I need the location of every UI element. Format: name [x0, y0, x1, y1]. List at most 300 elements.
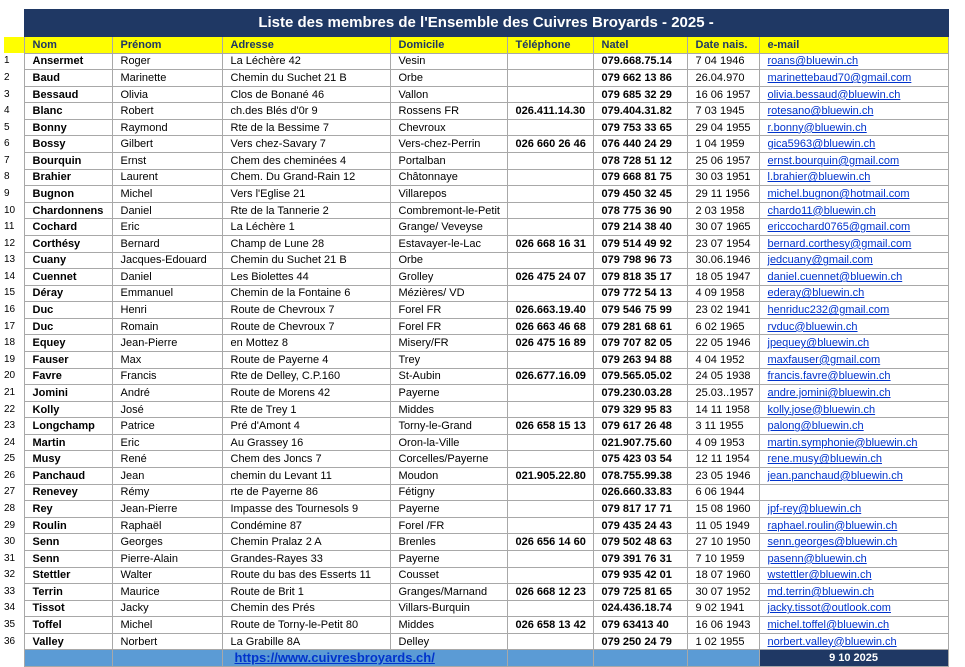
nom-cell: Valley	[24, 633, 112, 650]
email-cell[interactable]: ericcochard0765@gmail.com	[759, 219, 948, 236]
telephone-cell	[507, 153, 593, 170]
natel-cell: 079.404.31.82	[593, 103, 687, 120]
natel-cell: 079 685 32 29	[593, 86, 687, 103]
nom-cell: Bonny	[24, 119, 112, 136]
adresse-cell: Chem des Joncs 7	[222, 451, 390, 468]
adresse-cell: Vers l'Eglise 21	[222, 186, 390, 203]
footer-row	[4, 650, 948, 667]
row-number: 30	[4, 534, 24, 551]
domicile-cell: Moudon	[390, 468, 507, 485]
table-row	[4, 252, 948, 269]
email-cell[interactable]: senn.georges@bluewin.ch	[759, 534, 948, 551]
email-cell[interactable]: gica5963@bluewin.ch	[759, 136, 948, 153]
row-number: 20	[4, 368, 24, 385]
nom-cell: Stettler	[24, 567, 112, 584]
row-number: 13	[4, 252, 24, 269]
sheet-title: Liste des membres de l'Ensemble des Cuivres Broyards - 2025 -	[24, 10, 948, 37]
nom-cell: Roulin	[24, 517, 112, 534]
adresse-cell: Route de Torny-le-Petit 80	[222, 617, 390, 634]
row-number: 21	[4, 385, 24, 402]
adresse-cell: Chem des cheminées 4	[222, 153, 390, 170]
nom-cell: Corthésy	[24, 235, 112, 252]
adresse-cell: Chem. Du Grand-Rain 12	[222, 169, 390, 186]
row-number: 26	[4, 468, 24, 485]
table-row	[4, 302, 948, 319]
adresse-cell: Pré d'Amont 4	[222, 418, 390, 435]
natel-cell: 079 798 96 73	[593, 252, 687, 269]
prenom-cell: Marinette	[112, 70, 222, 87]
prenom-cell: Roger	[112, 53, 222, 70]
row-number: 25	[4, 451, 24, 468]
prenom-cell: Patrice	[112, 418, 222, 435]
table-row	[4, 434, 948, 451]
natel-cell: 079 281 68 61	[593, 318, 687, 335]
prenom-cell: René	[112, 451, 222, 468]
telephone-cell: 026 475 24 07	[507, 269, 593, 286]
domicile-cell: Estavayer-le-Lac	[390, 235, 507, 252]
natel-cell: 021.907.75.60	[593, 434, 687, 451]
telephone-cell: 026 668 16 31	[507, 235, 593, 252]
table-row	[4, 600, 948, 617]
telephone-cell	[507, 119, 593, 136]
header-telephone: Téléphone	[507, 37, 593, 54]
nom-cell: Jomini	[24, 385, 112, 402]
row-number: 17	[4, 318, 24, 335]
telephone-cell: 026 660 26 46	[507, 136, 593, 153]
email-cell[interactable]: md.terrin@bluewin.ch	[759, 584, 948, 601]
nom-cell: Cuennet	[24, 269, 112, 286]
email-cell[interactable]: l.brahier@bluewin.ch	[759, 169, 948, 186]
row-number: 9	[4, 186, 24, 203]
row-number: 15	[4, 285, 24, 302]
date-naissance-cell: 23 05 1946	[687, 468, 759, 485]
prenom-cell: Michel	[112, 617, 222, 634]
adresse-cell: La Léchère 1	[222, 219, 390, 236]
nom-cell: Toffel	[24, 617, 112, 634]
domicile-cell: Payerne	[390, 385, 507, 402]
table-row	[4, 468, 948, 485]
prenom-cell: Raphaël	[112, 517, 222, 534]
row-number: 36	[4, 633, 24, 650]
date-naissance-cell: 7 10 1959	[687, 550, 759, 567]
prenom-cell: Jean	[112, 468, 222, 485]
email-cell[interactable]: andre.jomini@bluewin.ch	[759, 385, 948, 402]
email-cell[interactable]: henriduc232@gmail.com	[759, 302, 948, 319]
date-naissance-cell: 1 04 1959	[687, 136, 759, 153]
natel-cell: 079 329 95 83	[593, 401, 687, 418]
natel-cell: 079 514 49 92	[593, 235, 687, 252]
domicile-cell: Middes	[390, 401, 507, 418]
adresse-cell: Grandes-Rayes 33	[222, 550, 390, 567]
prenom-cell: Jean-Pierre	[112, 501, 222, 518]
prenom-cell: Max	[112, 351, 222, 368]
footer-cell	[687, 650, 759, 667]
date-naissance-cell: 27 10 1950	[687, 534, 759, 551]
email-cell[interactable]: roans@bluewin.ch	[759, 53, 948, 70]
email-cell	[759, 484, 948, 501]
email-cell[interactable]: rvduc@bluewin.ch	[759, 318, 948, 335]
domicile-cell: Portalban	[390, 153, 507, 170]
date-naissance-cell: 23 07 1954	[687, 235, 759, 252]
adresse-cell: rte de Payerne 86	[222, 484, 390, 501]
telephone-cell	[507, 70, 593, 87]
prenom-cell: Daniel	[112, 269, 222, 286]
adresse-cell: Route de Payerne 4	[222, 351, 390, 368]
row-number: 33	[4, 584, 24, 601]
domicile-cell: Rossens FR	[390, 103, 507, 120]
date-naissance-cell: 3 11 1955	[687, 418, 759, 435]
natel-cell: 078 775 36 90	[593, 202, 687, 219]
row-number: 7	[4, 153, 24, 170]
nom-cell: Duc	[24, 318, 112, 335]
domicile-cell: Villars-Burquin	[390, 600, 507, 617]
domicile-cell: Vers-chez-Perrin	[390, 136, 507, 153]
domicile-cell: Orbe	[390, 252, 507, 269]
email-cell[interactable]: rene.musy@bluewin.ch	[759, 451, 948, 468]
natel-cell: 079 772 54 13	[593, 285, 687, 302]
email-cell[interactable]: bernard.corthesy@gmail.com	[759, 235, 948, 252]
natel-cell: 079 63413 40	[593, 617, 687, 634]
row-number: 28	[4, 501, 24, 518]
telephone-cell	[507, 451, 593, 468]
domicile-cell: Middes	[390, 617, 507, 634]
telephone-cell: 026 668 12 23	[507, 584, 593, 601]
table-row	[4, 235, 948, 252]
date-naissance-cell: 16 06 1957	[687, 86, 759, 103]
date-naissance-cell: 7 03 1945	[687, 103, 759, 120]
adresse-cell: Route de Chevroux 7	[222, 318, 390, 335]
nom-cell: Baud	[24, 70, 112, 87]
date-naissance-cell: 25 06 1957	[687, 153, 759, 170]
email-cell[interactable]: jedcuany@gmail.com	[759, 252, 948, 269]
email-cell[interactable]: michel.bugnon@hotmail.com	[759, 186, 948, 203]
date-naissance-cell: 6 02 1965	[687, 318, 759, 335]
row-number: 34	[4, 600, 24, 617]
table-row	[4, 285, 948, 302]
adresse-cell: Route de Chevroux 7	[222, 302, 390, 319]
prenom-cell: Bernard	[112, 235, 222, 252]
row-number: 35	[4, 617, 24, 634]
email-cell[interactable]: marinettebaud70@gmail.com	[759, 70, 948, 87]
prenom-cell: Eric	[112, 434, 222, 451]
header-date-naissance: Date nais.	[687, 37, 759, 54]
table-row	[4, 484, 948, 501]
table-row	[4, 617, 948, 634]
date-naissance-cell: 6 06 1944	[687, 484, 759, 501]
prenom-cell: Maurice	[112, 584, 222, 601]
nom-cell: Favre	[24, 368, 112, 385]
email-cell[interactable]: r.bonny@bluewin.ch	[759, 119, 948, 136]
footer-cell	[112, 650, 222, 667]
table-row	[4, 269, 948, 286]
prenom-cell: Robert	[112, 103, 222, 120]
adresse-cell: Rte de Delley, C.P.160	[222, 368, 390, 385]
nom-cell: Fauser	[24, 351, 112, 368]
adresse-cell: Vers chez-Savary 7	[222, 136, 390, 153]
row-number-blank	[4, 10, 24, 37]
natel-cell: 079 450 32 45	[593, 186, 687, 203]
nom-cell: Bossy	[24, 136, 112, 153]
row-number: 14	[4, 269, 24, 286]
telephone-cell	[507, 484, 593, 501]
date-naissance-cell: 9 02 1941	[687, 600, 759, 617]
table-row	[4, 153, 948, 170]
natel-cell: 079 662 13 86	[593, 70, 687, 87]
natel-cell: 079 753 33 65	[593, 119, 687, 136]
email-cell[interactable]: raphael.roulin@bluewin.ch	[759, 517, 948, 534]
row-number: 16	[4, 302, 24, 319]
row-number: 3	[4, 86, 24, 103]
date-naissance-cell: 18 07 1960	[687, 567, 759, 584]
prenom-cell: Walter	[112, 567, 222, 584]
row-number: 32	[4, 567, 24, 584]
domicile-cell: Forel FR	[390, 318, 507, 335]
domicile-cell: Misery/FR	[390, 335, 507, 352]
email-cell[interactable]: francis.favre@bluewin.ch	[759, 368, 948, 385]
telephone-cell: 026 663 46 68	[507, 318, 593, 335]
natel-cell: 079 250 24 79	[593, 633, 687, 650]
nom-cell: Kolly	[24, 401, 112, 418]
natel-cell: 079 502 48 63	[593, 534, 687, 551]
website-link[interactable]: https://www.cuivresbroyards.ch/	[222, 650, 507, 667]
email-cell[interactable]: kolly.jose@bluewin.ch	[759, 401, 948, 418]
domicile-cell: Brenles	[390, 534, 507, 551]
table-row	[4, 501, 948, 518]
adresse-cell: La Grabille 8A	[222, 633, 390, 650]
adresse-cell: ch.des Blés d'0r 9	[222, 103, 390, 120]
adresse-cell: Chemin Pralaz 2 A	[222, 534, 390, 551]
telephone-cell: 026.663.19.40	[507, 302, 593, 319]
date-naissance-cell: 2 03 1958	[687, 202, 759, 219]
table-row	[4, 103, 948, 120]
email-cell[interactable]: pasenn@bluewin.ch	[759, 550, 948, 567]
natel-cell: 075 423 03 54	[593, 451, 687, 468]
adresse-cell: en Mottez 8	[222, 335, 390, 352]
domicile-cell: Payerne	[390, 501, 507, 518]
nom-cell: Panchaud	[24, 468, 112, 485]
row-number: 18	[4, 335, 24, 352]
natel-cell: 078 728 51 12	[593, 153, 687, 170]
table-row	[4, 119, 948, 136]
email-cell[interactable]: olivia.bessaud@bluewin.ch	[759, 86, 948, 103]
adresse-cell: Rte de Trey 1	[222, 401, 390, 418]
header-row	[4, 37, 948, 54]
email-cell[interactable]: maxfauser@gmail.com	[759, 351, 948, 368]
email-cell[interactable]: jpf-rey@bluewin.ch	[759, 501, 948, 518]
domicile-cell: Cousset	[390, 567, 507, 584]
date-naissance-cell: 12 11 1954	[687, 451, 759, 468]
row-number-blank	[4, 37, 24, 54]
telephone-cell	[507, 219, 593, 236]
nom-cell: Senn	[24, 534, 112, 551]
row-number: 29	[4, 517, 24, 534]
table-row	[4, 136, 948, 153]
prenom-cell: Henri	[112, 302, 222, 319]
nom-cell: Longchamp	[24, 418, 112, 435]
telephone-cell	[507, 600, 593, 617]
table-row	[4, 584, 948, 601]
domicile-cell: Corcelles/Payerne	[390, 451, 507, 468]
nom-cell: Bessaud	[24, 86, 112, 103]
telephone-cell: 021.905.22.80	[507, 468, 593, 485]
email-cell[interactable]: ederay@bluewin.ch	[759, 285, 948, 302]
row-number: 23	[4, 418, 24, 435]
nom-cell: Tissot	[24, 600, 112, 617]
table-row	[4, 401, 948, 418]
row-number: 6	[4, 136, 24, 153]
natel-cell: 079 935 42 01	[593, 567, 687, 584]
adresse-cell: Les Biolettes 44	[222, 269, 390, 286]
natel-cell: 079 214 38 40	[593, 219, 687, 236]
telephone-cell	[507, 567, 593, 584]
natel-cell: 079 263 94 88	[593, 351, 687, 368]
members-table	[4, 9, 949, 667]
natel-cell: 079 818 35 17	[593, 269, 687, 286]
domicile-cell: Forel FR	[390, 302, 507, 319]
table-row	[4, 418, 948, 435]
nom-cell: Blanc	[24, 103, 112, 120]
telephone-cell	[507, 550, 593, 567]
prenom-cell: José	[112, 401, 222, 418]
table-row	[4, 567, 948, 584]
date-naissance-cell: 29 11 1956	[687, 186, 759, 203]
nom-cell: Equey	[24, 335, 112, 352]
email-cell[interactable]: palong@bluewin.ch	[759, 418, 948, 435]
date-naissance-cell: 22 05 1946	[687, 335, 759, 352]
domicile-cell: Villarepos	[390, 186, 507, 203]
domicile-cell: Mézières/ VD	[390, 285, 507, 302]
nom-cell: Déray	[24, 285, 112, 302]
date-naissance-cell: 30 03 1951	[687, 169, 759, 186]
row-number: 12	[4, 235, 24, 252]
natel-cell: 079 391 76 31	[593, 550, 687, 567]
natel-cell: 026.660.33.83	[593, 484, 687, 501]
adresse-cell: Route de Brit 1	[222, 584, 390, 601]
nom-cell: Senn	[24, 550, 112, 567]
row-number: 1	[4, 53, 24, 70]
domicile-cell: Granges/Marnand	[390, 584, 507, 601]
domicile-cell: Grange/ Veveyse	[390, 219, 507, 236]
natel-cell: 079 668 81 75	[593, 169, 687, 186]
telephone-cell	[507, 385, 593, 402]
domicile-cell: Châtonnaye	[390, 169, 507, 186]
domicile-cell: Vesin	[390, 53, 507, 70]
date-naissance-cell: 1 02 1955	[687, 633, 759, 650]
footer-cell	[593, 650, 687, 667]
domicile-cell: Oron-la-Ville	[390, 434, 507, 451]
nom-cell: Rey	[24, 501, 112, 518]
date-naissance-cell: 30.06.1946	[687, 252, 759, 269]
natel-cell: 079.230.03.28	[593, 385, 687, 402]
table-row	[4, 318, 948, 335]
email-cell[interactable]: ernst.bourquin@gmail.com	[759, 153, 948, 170]
prenom-cell: Rémy	[112, 484, 222, 501]
nom-cell: Terrin	[24, 584, 112, 601]
adresse-cell: Rte de la Bessime 7	[222, 119, 390, 136]
prenom-cell: Ernst	[112, 153, 222, 170]
email-cell[interactable]: jean.panchaud@bluewin.ch	[759, 468, 948, 485]
nom-cell: Cochard	[24, 219, 112, 236]
telephone-cell	[507, 186, 593, 203]
nom-cell: Bourquin	[24, 153, 112, 170]
email-cell[interactable]: michel.toffel@bluewin.ch	[759, 617, 948, 634]
adresse-cell: Rte de la Tannerie 2	[222, 202, 390, 219]
domicile-cell: Torny-le-Grand	[390, 418, 507, 435]
table-row	[4, 550, 948, 567]
date-naissance-cell: 14 11 1958	[687, 401, 759, 418]
natel-cell: 079 617 26 48	[593, 418, 687, 435]
date-naissance-cell: 4 09 1953	[687, 434, 759, 451]
email-cell[interactable]: norbert.valley@bluewin.ch	[759, 633, 948, 650]
domicile-cell: Fétigny	[390, 484, 507, 501]
domicile-cell: Vallon	[390, 86, 507, 103]
adresse-cell: La Léchère 42	[222, 53, 390, 70]
date-naissance-cell: 26.04.970	[687, 70, 759, 87]
adresse-cell: Condémine 87	[222, 517, 390, 534]
prenom-cell: Pierre-Alain	[112, 550, 222, 567]
nom-cell: Renevey	[24, 484, 112, 501]
row-number: 8	[4, 169, 24, 186]
date-naissance-cell: 24 05 1938	[687, 368, 759, 385]
telephone-cell: 026 656 14 60	[507, 534, 593, 551]
email-cell[interactable]: jpequey@bluewin.ch	[759, 335, 948, 352]
header-prenom: Prénom	[112, 37, 222, 54]
telephone-cell	[507, 434, 593, 451]
natel-cell: 079 725 81 65	[593, 584, 687, 601]
prenom-cell: Jacky	[112, 600, 222, 617]
nom-cell: Martin	[24, 434, 112, 451]
prenom-cell: Romain	[112, 318, 222, 335]
email-cell[interactable]: jacky.tissot@outlook.com	[759, 600, 948, 617]
row-number: 27	[4, 484, 24, 501]
row-number: 10	[4, 202, 24, 219]
telephone-cell: 026 475 16 89	[507, 335, 593, 352]
members-sheet	[4, 9, 949, 667]
email-cell[interactable]: chardo11@bluewin.ch	[759, 202, 948, 219]
header-natel: Natel	[593, 37, 687, 54]
date-naissance-cell: 7 04 1946	[687, 53, 759, 70]
email-cell[interactable]: martin.symphonie@bluewin.ch	[759, 434, 948, 451]
domicile-cell: Grolley	[390, 269, 507, 286]
prenom-cell: Eric	[112, 219, 222, 236]
adresse-cell: Route de Morens 42	[222, 385, 390, 402]
email-cell[interactable]: daniel.cuennet@bluewin.ch	[759, 269, 948, 286]
email-cell[interactable]: wstettler@bluewin.ch	[759, 567, 948, 584]
row-number: 22	[4, 401, 24, 418]
domicile-cell: Trey	[390, 351, 507, 368]
table-row	[4, 219, 948, 236]
telephone-cell	[507, 86, 593, 103]
natel-cell: 079 817 17 71	[593, 501, 687, 518]
telephone-cell	[507, 252, 593, 269]
domicile-cell: Combremont-le-Petit	[390, 202, 507, 219]
row-number: 5	[4, 119, 24, 136]
table-row	[4, 385, 948, 402]
adresse-cell: Chemin des Prés	[222, 600, 390, 617]
domicile-cell: Payerne	[390, 550, 507, 567]
natel-cell: 079.668.75.14	[593, 53, 687, 70]
telephone-cell	[507, 202, 593, 219]
table-row	[4, 517, 948, 534]
adresse-cell: Clos de Bonané 46	[222, 86, 390, 103]
row-number: 4	[4, 103, 24, 120]
email-cell[interactable]: rotesano@bluewin.ch	[759, 103, 948, 120]
natel-cell: 079 546 75 99	[593, 302, 687, 319]
telephone-cell: 026 658 13 42	[507, 617, 593, 634]
nom-cell: Musy	[24, 451, 112, 468]
table-row	[4, 633, 948, 650]
footer-cell	[24, 650, 112, 667]
